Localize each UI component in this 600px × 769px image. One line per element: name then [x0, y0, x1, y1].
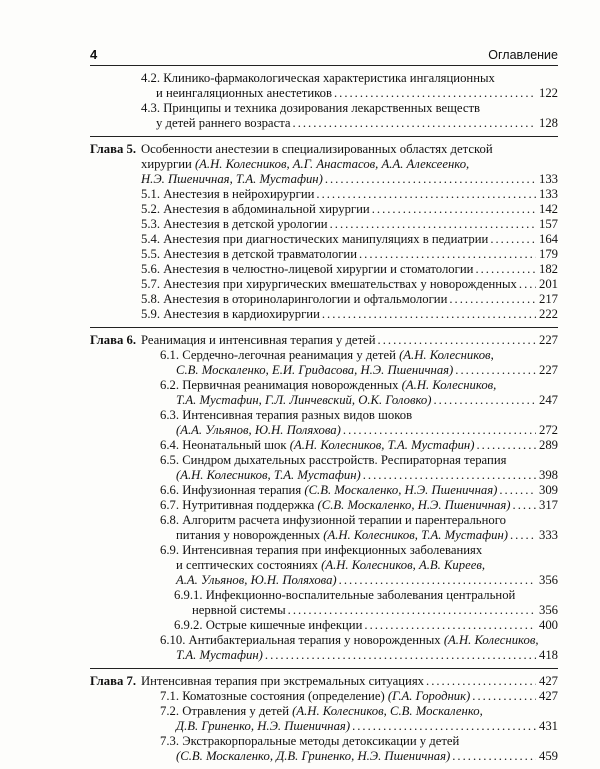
- toc-entry-text: [176, 528, 508, 543]
- leader-dots: [293, 116, 536, 131]
- toc-entry-line: [160, 438, 558, 453]
- toc-entry[interactable]: [90, 217, 558, 232]
- toc-entry-line: [160, 734, 558, 749]
- toc-entry-text: [160, 633, 539, 648]
- toc-section: [90, 136, 558, 322]
- leader-dots: [339, 573, 536, 588]
- leader-dots: [330, 217, 536, 232]
- toc-entry[interactable]: [90, 438, 558, 453]
- toc-entry[interactable]: [90, 483, 558, 498]
- toc-entry-text: [156, 116, 291, 131]
- toc-entry-line: [141, 247, 558, 262]
- toc-page-number: 289: [538, 438, 558, 452]
- toc-entry[interactable]: [90, 187, 558, 202]
- toc-entry-text: [176, 423, 341, 438]
- toc-page-number: 222: [538, 307, 558, 321]
- toc-page-number: 400: [538, 618, 558, 632]
- toc-title-text: хирургии: [141, 157, 195, 171]
- toc-entry-text: [176, 363, 453, 378]
- toc-entry-line: [160, 408, 558, 423]
- toc-page-number: 201: [538, 277, 558, 291]
- toc-entry-line: [174, 588, 558, 603]
- section-title: Оглавление: [488, 48, 558, 62]
- toc-entry-line: [141, 333, 558, 348]
- toc-page-number: 459: [538, 749, 558, 763]
- toc-title-text: 6.9.2. Острые кишечные инфекции: [174, 618, 363, 632]
- toc-entry[interactable]: [90, 247, 558, 262]
- toc-page-number: 272: [538, 423, 558, 437]
- toc-entry-line: [160, 453, 558, 468]
- toc-title-text: 5.2. Анестезия в абдоминальной хирургии: [141, 202, 370, 216]
- leader-dots: [449, 292, 536, 307]
- toc-section: [90, 71, 558, 131]
- toc-authors: Д.В. Гриненко, Н.Э. Пшеничная): [176, 719, 351, 733]
- toc-page-number: 142: [538, 202, 558, 216]
- toc-page-number: 227: [538, 363, 558, 377]
- toc-entry-line: [192, 603, 558, 618]
- toc-entry-line: [141, 71, 558, 86]
- toc-entry-text: [174, 618, 362, 633]
- toc-chapter-entry[interactable]: [90, 674, 558, 689]
- toc-entry-text: [141, 172, 323, 187]
- toc-page-number: 182: [538, 262, 558, 276]
- toc-page-number: 356: [538, 573, 558, 587]
- leader-dots: [378, 333, 536, 348]
- toc-authors: Т.А. Мустафин, Г.Л. Линчевский, О.К. Головко): [176, 393, 432, 407]
- leader-dots: [472, 689, 536, 704]
- toc-entry-text: [141, 217, 328, 232]
- toc-entry[interactable]: [90, 689, 558, 704]
- leader-dots: [265, 648, 536, 663]
- toc-title-text: 6.3. Интенсивная терапия разных видов шоков: [160, 408, 413, 422]
- toc-entry[interactable]: [90, 453, 558, 483]
- toc-chapter-entry[interactable]: [90, 333, 558, 348]
- leader-dots: [510, 528, 536, 543]
- toc-entry-line: [176, 363, 558, 378]
- toc-entry[interactable]: [90, 734, 558, 764]
- toc-entry-line: [141, 292, 558, 307]
- toc-page-number: 427: [538, 674, 558, 688]
- toc-entry-text: [141, 333, 376, 348]
- toc-authors: (А.Н. Колесников,: [399, 348, 494, 362]
- toc-entry-line: [160, 348, 558, 363]
- toc-page-number: 317: [538, 498, 558, 512]
- toc-entry-text: [141, 202, 370, 217]
- toc-chapter-entry[interactable]: [90, 142, 558, 187]
- toc-authors: (А.Н. Колесников, Т.А. Мустафин): [176, 468, 361, 482]
- toc-page-number: 418: [538, 648, 558, 662]
- toc-entry-text: [176, 719, 350, 734]
- toc-page-number: 133: [538, 187, 558, 201]
- toc-entry-line: [141, 172, 558, 187]
- toc-title-text: нервной системы: [192, 603, 286, 617]
- chapter-label: Глава 7.: [90, 674, 136, 688]
- toc-title-text: 6.6. Инфузионная терапия: [160, 483, 305, 497]
- toc-authors: (Г.А. Городник): [387, 689, 471, 703]
- toc-entry-line: [141, 307, 558, 322]
- toc-entry-line: [160, 704, 558, 719]
- toc-title-text: 6.4. Неонатальный шок: [160, 438, 290, 452]
- toc-authors: (А.Н. Колесников, Т.А. Мустафин): [289, 438, 475, 452]
- toc-title-text: 5.4. Анестезия при диагностических манипуляциях в педиатрии: [141, 232, 489, 246]
- toc-page-number: 179: [538, 247, 558, 261]
- toc-title-text: 6.1. Сердечно-легочная реанимация у детей: [160, 348, 400, 362]
- toc-authors: Т.А. Мустафин): [176, 648, 263, 662]
- toc-title-text: 5.6. Анестезия в челюстно-лицевой хирургии и стоматологии: [141, 262, 474, 276]
- leader-dots: [352, 719, 536, 734]
- leader-dots: [322, 307, 536, 322]
- toc-entry-line: [176, 558, 558, 573]
- toc-entry-line: [156, 86, 558, 101]
- toc-entry-line: [160, 378, 558, 393]
- leader-dots: [288, 603, 536, 618]
- toc-title-text: 5.7. Анестезия при хирургических вмешательствах у новорожденных: [141, 277, 517, 291]
- toc-entry-line: [160, 543, 558, 558]
- toc-title-text: 4.3. Принципы и техника дозирования лекарственных веществ: [141, 101, 481, 115]
- toc-entry-text: [141, 157, 469, 172]
- toc-title-text: 6.7. Нутритивная поддержка: [160, 498, 318, 512]
- toc-entry-text: [156, 86, 332, 101]
- toc-entry-text: [176, 749, 450, 764]
- toc-title-text: Интенсивная терапия при экстремальных ситуациях: [141, 674, 425, 688]
- toc-entry[interactable]: [90, 277, 558, 292]
- toc-entry-text: [160, 543, 482, 558]
- toc-entry-text: [160, 483, 497, 498]
- toc-authors: (А.Н. Колесников, А.Г. Анастасов, А.А. Алексеенко,: [194, 157, 470, 171]
- toc-page-number: 333: [538, 528, 558, 542]
- toc-entry-text: [160, 704, 483, 719]
- toc-entry-text: [160, 348, 494, 363]
- chapter-label: Глава 6.: [90, 333, 136, 347]
- toc-entry-text: [160, 498, 511, 513]
- toc-entry-line: [141, 262, 558, 277]
- toc-entry[interactable]: [90, 262, 558, 277]
- toc-entry-line: [141, 674, 558, 689]
- leader-dots: [476, 438, 536, 453]
- toc-authors: (А.Н. Колесников, С.В. Москаленко,: [292, 704, 483, 718]
- toc-entry-line: [160, 689, 558, 704]
- toc-entry-text: [160, 689, 470, 704]
- leader-dots: [455, 363, 536, 378]
- toc-entry-line: [160, 633, 558, 648]
- toc-entry-text: [176, 468, 361, 483]
- leader-dots: [364, 618, 536, 633]
- toc-entry-text: [141, 142, 493, 157]
- leader-dots: [363, 468, 536, 483]
- toc-entry-text: [141, 674, 424, 689]
- toc-page-number: 133: [538, 172, 558, 186]
- toc-authors: С.В. Москаленко, Е.И. Гридасова, Н.Э. Пшеничная): [176, 363, 454, 377]
- toc-entry[interactable]: [90, 71, 558, 101]
- leader-dots: [475, 262, 536, 277]
- toc-authors: (С.В. Москаленко, Н.Э. Пшеничная): [317, 498, 511, 512]
- toc-entry-text: [141, 247, 357, 262]
- toc-page-number: 356: [538, 603, 558, 617]
- toc-section: [90, 327, 558, 663]
- toc-entry-line: [176, 528, 558, 543]
- toc-entry-text: [141, 187, 314, 202]
- toc-entry[interactable]: [90, 588, 558, 618]
- toc-entry-text: [141, 71, 495, 86]
- leader-dots: [513, 498, 536, 513]
- leader-dots: [325, 172, 536, 187]
- toc-entry-text: [176, 393, 431, 408]
- toc-entry-text: [160, 513, 506, 528]
- toc-entry-line: [176, 468, 558, 483]
- toc-page-number: 122: [538, 86, 558, 100]
- toc-entry-line: [176, 719, 558, 734]
- toc-entry-text: [176, 558, 485, 573]
- toc-title-text: 7.1. Коматозные состояния (определение): [160, 689, 388, 703]
- toc-entry[interactable]: [90, 101, 558, 131]
- toc-title-text: 5.5. Анестезия в детской травматологии: [141, 247, 357, 261]
- toc-entry[interactable]: [90, 618, 558, 633]
- toc-entry[interactable]: [90, 498, 558, 513]
- toc-entry-line: [176, 573, 558, 588]
- toc-title-text: 6.9. Интенсивная терапия при инфекционных заболеваниях: [160, 543, 483, 557]
- toc-title-text: 5.9. Анестезия в кардиохирургии: [141, 307, 320, 321]
- toc-title-text: 5.3. Анестезия в детской урологии: [141, 217, 328, 231]
- toc-title-text: 5.1. Анестезия в нейрохирургии: [141, 187, 315, 201]
- toc-title-text: у детей раннего возраста: [156, 116, 291, 130]
- toc-entry-line: [174, 618, 558, 633]
- toc-entry-line: [160, 513, 558, 528]
- toc-title-text: питания у новорожденных: [176, 528, 324, 542]
- toc-title-text: 5.8. Анестезия в оториноларингологии и офтальмологии: [141, 292, 448, 306]
- leader-dots: [519, 277, 536, 292]
- toc-authors: (А.Н. Колесников,: [401, 378, 497, 392]
- toc-entry[interactable]: [90, 307, 558, 322]
- leader-dots: [359, 247, 536, 262]
- toc-page-number: 398: [538, 468, 558, 482]
- toc-entry-text: [160, 378, 496, 393]
- toc-entry[interactable]: [90, 378, 558, 408]
- toc-entry-line: [176, 423, 558, 438]
- toc-entry-text: [160, 453, 506, 468]
- toc-entry-text: [174, 588, 515, 603]
- toc-entry-text: [141, 277, 517, 292]
- toc-entry-text: [176, 648, 263, 663]
- leader-dots: [334, 86, 536, 101]
- toc-authors: (А.Н. Колесников,: [443, 633, 539, 647]
- toc-page-number: 227: [538, 333, 558, 347]
- toc-page-number: 128: [538, 116, 558, 130]
- toc-entry[interactable]: [90, 704, 558, 734]
- toc-title-text: и неингаляционных анестетиков: [156, 86, 332, 100]
- toc-authors: (С.В. Москаленко, Д.В. Гриненко, Н.Э. Пшеничная): [176, 749, 451, 763]
- toc-title-text: и септических состояниях: [176, 558, 322, 572]
- toc-authors: А.А. Ульянов, Ю.Н. Поляхова): [176, 573, 337, 587]
- toc-entry-line: [156, 116, 558, 131]
- toc-entry-line: [141, 187, 558, 202]
- toc-title-text: 6.2. Первичная реанимация новорожденных: [160, 378, 402, 392]
- toc-page-number: 427: [538, 689, 558, 703]
- toc-page-number: 431: [538, 719, 558, 733]
- toc-entry-line: [141, 101, 558, 116]
- toc-entry-text: [176, 573, 337, 588]
- toc-title-text: 6.5. Синдром дыхательных расстройств. Респираторная терапия: [160, 453, 507, 467]
- toc-title-text: 6.9.1. Инфекционно-воспалительные заболевания центральной: [174, 588, 516, 602]
- toc-entry-line: [141, 142, 558, 157]
- toc-title-text: 7.2. Отравления у детей: [160, 704, 293, 718]
- toc-entry[interactable]: [90, 543, 558, 588]
- toc-entry-line: [176, 749, 558, 764]
- toc-entry-text: [160, 438, 474, 453]
- toc-title-text: 6.8. Алгоритм расчета инфузионной терапии и парентерального: [160, 513, 506, 527]
- toc-entry[interactable]: [90, 292, 558, 307]
- toc-entry-text: [192, 603, 286, 618]
- toc-entry-line: [176, 648, 558, 663]
- toc-entry-line: [160, 498, 558, 513]
- toc-entry-line: [141, 232, 558, 247]
- toc-entry-line: [160, 483, 558, 498]
- leader-dots: [316, 187, 536, 202]
- toc-authors: (С.В. Москаленко, Н.Э. Пшеничная): [304, 483, 498, 497]
- leader-dots: [343, 423, 536, 438]
- toc-title-text: 6.10. Антибактериальная терапия у новорожденных: [160, 633, 444, 647]
- page-number: 4: [90, 47, 98, 62]
- toc-page-number: 157: [538, 217, 558, 231]
- running-header: [90, 40, 558, 66]
- toc-entry[interactable]: [90, 232, 558, 247]
- leader-dots: [452, 749, 536, 764]
- table-of-contents: [90, 71, 558, 769]
- leader-dots: [372, 202, 536, 217]
- toc-page-number: 247: [538, 393, 558, 407]
- leader-dots: [490, 232, 536, 247]
- toc-page-number: 164: [538, 232, 558, 246]
- toc-title-text: 7.3. Экстракорпоральные методы детоксикации у детей: [160, 734, 460, 748]
- toc-entry-text: [160, 734, 459, 749]
- toc-entry[interactable]: [90, 633, 558, 663]
- toc-entry[interactable]: [90, 513, 558, 543]
- toc-authors: (А.А. Ульянов, Ю.Н. Поляхова): [176, 423, 341, 437]
- toc-page-number: 217: [538, 292, 558, 306]
- toc-entry-text: [141, 262, 473, 277]
- leader-dots: [499, 483, 536, 498]
- toc-page-number: 309: [538, 483, 558, 497]
- leader-dots: [433, 393, 536, 408]
- toc-authors: (А.Н. Колесников, А.В. Киреев,: [321, 558, 486, 572]
- toc-entry-line: [141, 202, 558, 217]
- toc-entry[interactable]: [90, 202, 558, 217]
- toc-authors: (А.Н. Колесников, Т.А. Мустафин): [323, 528, 508, 542]
- toc-entry-line: [141, 217, 558, 232]
- toc-entry-line: [141, 277, 558, 292]
- toc-title-text: Особенности анестезии в специализированных областях детской: [141, 142, 493, 156]
- toc-entry-text: [141, 101, 480, 116]
- toc-entry-line: [176, 393, 558, 408]
- toc-title-text: Реанимация и интенсивная терапия у детей: [141, 333, 376, 347]
- toc-entry-text: [160, 408, 412, 423]
- toc-entry-text: [141, 307, 320, 322]
- toc-entry-text: [141, 232, 488, 247]
- toc-entry[interactable]: [90, 348, 558, 378]
- leader-dots: [426, 674, 536, 689]
- toc-entry-line: [141, 157, 558, 172]
- toc-entry[interactable]: [90, 408, 558, 438]
- toc-title-text: 4.2. Клинико-фармакологическая характеристика ингаляционных: [141, 71, 495, 85]
- chapter-label: Глава 5.: [90, 142, 136, 156]
- toc-entry-text: [141, 292, 447, 307]
- toc-authors: Н.Э. Пшеничная, Т.А. Мустафин): [141, 172, 323, 186]
